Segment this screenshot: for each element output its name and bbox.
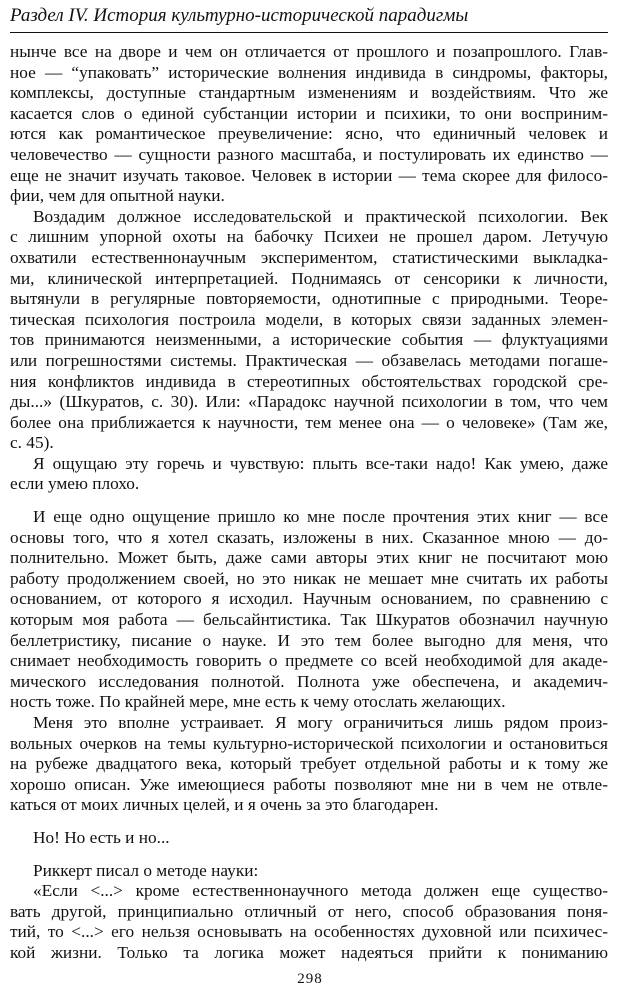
text-line: или погрешностями системы. Практическая — обзавелась методами погаше- — [10, 350, 608, 370]
text-line: нынче все на дворе и чем он отличается от прошлого и позапрошлого. Глав- — [10, 42, 608, 61]
text-line: основанием, от которого я исходил. Научным основанием, по сравнению с — [10, 589, 608, 609]
text-line: с. 45). — [10, 433, 54, 453]
paragraph-gap — [10, 816, 608, 828]
running-head: Раздел IV. История культурно-исторической парадигмы — [10, 5, 469, 26]
text-line: ное — “упаковать” исторические волнения индивида в синдромы, факторы, — [10, 62, 608, 82]
text-line: кой жизни. Только та логика может надеяться прийти к пониманию — [10, 942, 608, 962]
text-line: Я ощущаю эту горечь и чувствую: плыть все-таки надо! Как умею, даже — [33, 453, 608, 473]
text-line: полнительно. Может быть, даже сами авторы этих книг не посчитают мою — [10, 548, 608, 568]
text-line: человечество — сущности разного масштаба, и постулировать их единство — — [10, 144, 608, 164]
text-line: Риккерт писал о методе науки: — [33, 860, 259, 880]
text-line: ми, клинической интерпретацией. Поднимаясь от сенсорики к личности, — [10, 268, 608, 288]
text-line: с лишним упорной охоты на бабочку Психеи не прошел даром. Летучую — [10, 227, 608, 247]
text-line: ются как романтическое преувеличение: ясно, что единичный человек и — [10, 124, 608, 144]
text-line: снимает необходимость говорить о предмете со всей необходимой для акаде- — [10, 651, 608, 671]
text-line: тов принимаются неизменными, а исторические события — флуктуациями — [10, 330, 608, 350]
text-line: мического исследования полнотой. Полнота уже обеспечена, и академич- — [10, 671, 608, 691]
text-line: фии, чем для опытной науки. — [10, 186, 225, 206]
body-text — [10, 42, 608, 964]
text-line: более она приближается к научности, тем менее она — о человеке» (Там же, — [10, 412, 608, 432]
paragraph-gap — [10, 849, 608, 861]
text-line: если умею плохо. — [10, 474, 140, 494]
text-line: И еще одно ощущение пришло ко мне после прочтения этих книг — все — [33, 507, 608, 527]
text-line: еще не значит изучать таковое. Человек в истории — тема скорее для филосо- — [10, 165, 608, 185]
text-line: ды...» (Шкуратов, с. 30). Или: «Парадокс научной психологии в том, что чем — [10, 392, 608, 412]
text-line: вать другой, принципиально отличный от него, способ образования поня- — [10, 901, 608, 921]
text-line: на рубеже двадцатого века, который требует отдельной работы и к тому же — [10, 754, 608, 774]
text-line: которым моя работа — бельсайнтистика. Так Шкуратов обозначил научную — [10, 610, 608, 630]
text-line: беллетристику, писание о науке. И это тем более выгодно для меня, что — [10, 630, 608, 650]
paragraph-gap — [10, 495, 608, 507]
text-line: Но! Но есть и но... — [33, 827, 170, 847]
text-line: тий, то <...> его нельзя основывать на особенностях духовной или психичес- — [10, 922, 608, 942]
text-line: вольных очерков на темы культурно-исторической психологии и остановиться — [10, 733, 608, 753]
header-rule — [10, 32, 608, 33]
text-line: ния конфликтов индивида в стереотипных обстоятельствах городской сре- — [10, 371, 608, 391]
text-line: каться от моих личных целей, и я очень за это благодарен. — [10, 795, 439, 815]
text-line: охватили естественнонаучным экспериментом, статистическими выкладка- — [10, 247, 608, 267]
text-line: Воздадим должное исследовательской и практической психологии. Век — [33, 206, 608, 226]
text-line: основы того, что я хотел сказать, изложены в них. Сказанное мною — до- — [10, 527, 608, 547]
text-line: работу продолжением своей, но это никак не мешает мне считать их работы — [10, 568, 608, 588]
text-line: вытянули в регулярные повторяемости, однотипные с природными. Теоре- — [10, 289, 608, 309]
text-line: тическая психология построила модели, в которых связи заданных элемен- — [10, 309, 608, 329]
page-number: 298 — [297, 971, 323, 987]
text-line: Меня это вполне устраивает. Я могу ограничиться лишь рядом произ- — [33, 713, 608, 732]
text-line: комплексы, доступные стандартным изменениям и воздействиям. Что же — [10, 83, 608, 103]
text-line: ность тоже. По крайней мере, мне есть к чему отослать желающих. — [10, 692, 506, 712]
text-line: касается слов о единой субстанции истории и психики, то они восприним- — [10, 103, 608, 123]
text-line: «Если <...> кроме естественнонаучного метода должен еще существо- — [33, 881, 608, 901]
text-line: хорошо описан. Уже имеющиеся работы позволяют мне ни в чем не отвле- — [10, 774, 608, 794]
